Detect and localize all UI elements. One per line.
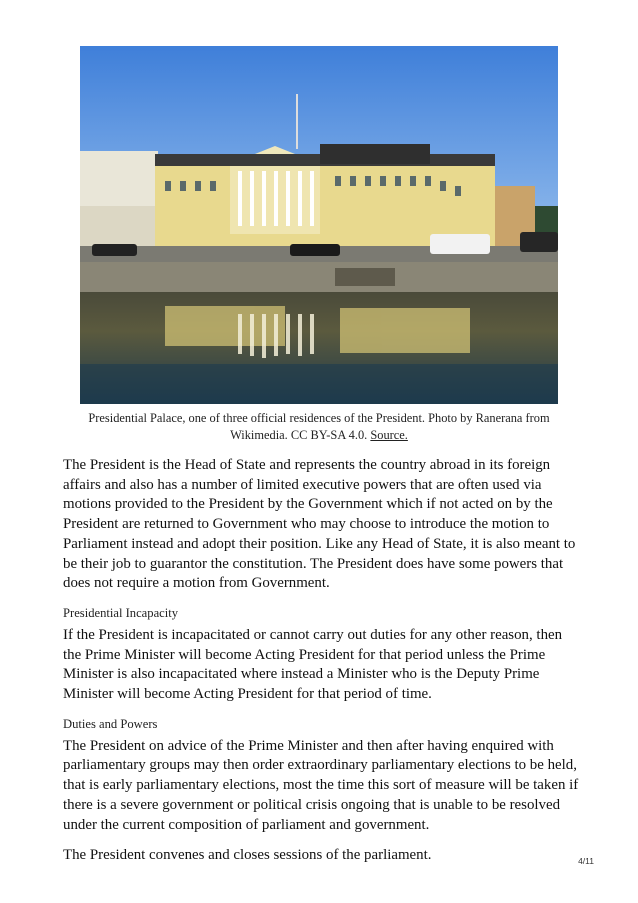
figure-caption xyxy=(70,410,568,444)
page-number: 4/11 xyxy=(578,856,594,866)
caption-text: Presidential Palace, one of three official residences of the President. Photo by Ranerana from Wikimedia. CC BY-SA 4.0. xyxy=(88,411,550,442)
heading-duties-and-powers: Duties and Powers xyxy=(63,716,158,731)
paragraph-sessions: The President convenes and closes sessions of the parliament. xyxy=(63,847,432,864)
paragraph-head-of-state: The President is the Head of State and represents the country abroad in its foreign affairs and also has a number of limited executive powers that are often used via motions provided to the President by the Government which if not acted on by the President are returned to Government who may choose to introduce the motion to Parliament instead and adopt their position. Like any Head of State, it is also meant to be their job to guarantor the constitution. The President does have some powers that does not require a motion from Government. xyxy=(63,457,576,592)
presidential-palace-photo xyxy=(80,46,558,404)
paragraph-elections: The President on advice of the Prime Minister and then after having enquired with parliamentary groups may then order extraordinary parliamentary elections to be held, that is early parliamentary elections, most the time this sort of measure will be taken if there is a severe government or political crisis ongoing that is unable to be resolved under the current composition of parliament and government. xyxy=(63,737,579,833)
article-body xyxy=(63,456,583,877)
paragraph-incapacity: If the President is incapacitated or cannot carry out duties for any other reason, then the Prime Minister will become Acting President for that period unless the Prime Minister is also incapacitated where instead a Minister who is the Deputy Prime Minister will become Acting President for that period of time. xyxy=(63,626,563,703)
source-link[interactable]: Source. xyxy=(370,428,408,442)
heading-presidential-incapacity: Presidential Incapacity xyxy=(63,605,179,620)
